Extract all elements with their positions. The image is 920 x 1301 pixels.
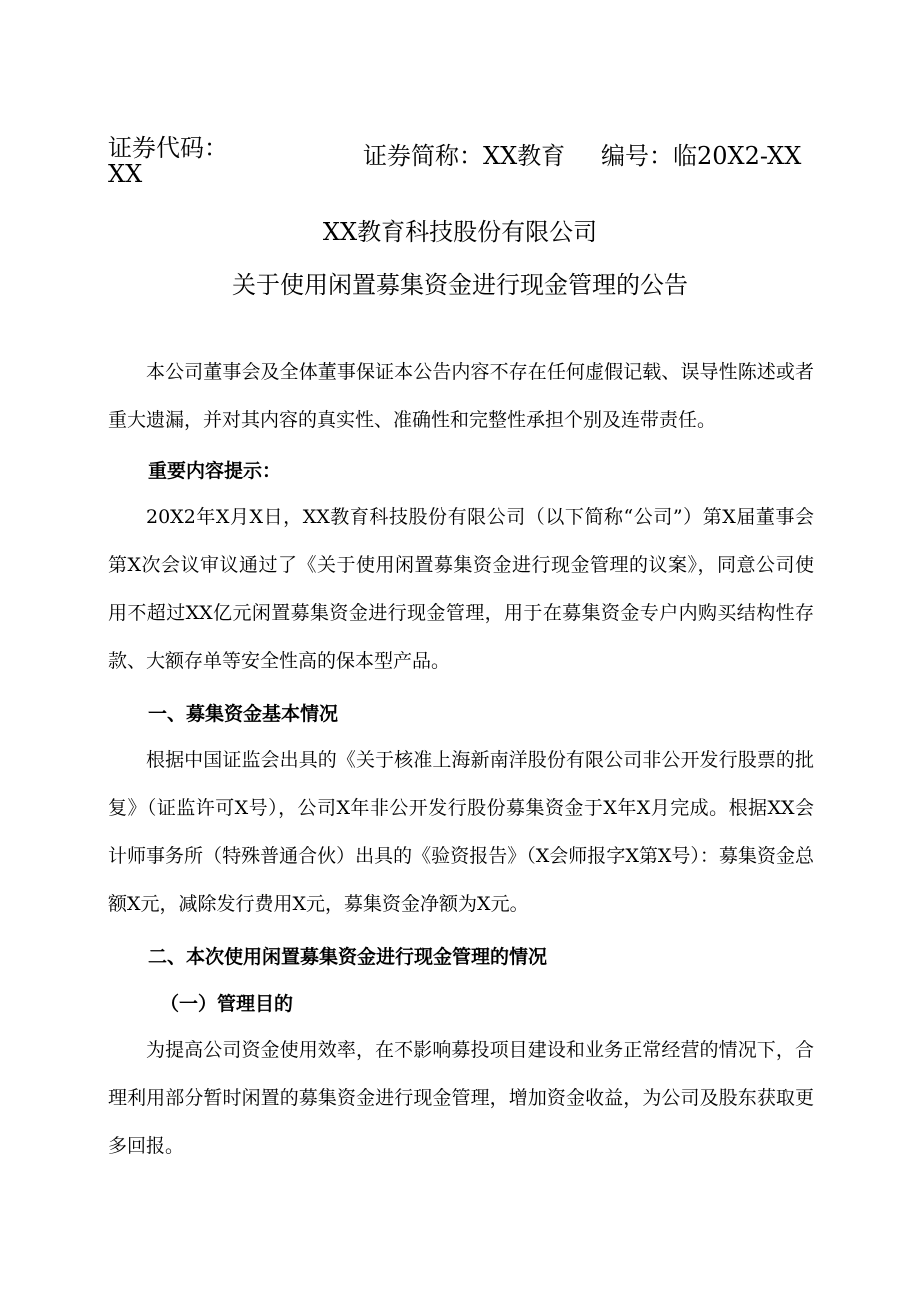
section2-sub1-heading: （一）管理目的 [160, 993, 294, 1015]
security-code-value: XX [108, 160, 143, 188]
section2-sub1-text: 为提高公司资金使用效率，在不影响募投项目建设和业务正常经营的情况下，合理利用部分暂时闲置的募集资金进行现金管理，增加资金收益，为公司及股东获取更多回报。 [108, 1039, 814, 1157]
board-statement: 本公司董事会及全体董事保证本公告内容不存在任何虚假记载、误导性陈述或者重大遗漏，并对其内容的真实性、准确性和完整性承担个别及连带责任。 [108, 361, 814, 431]
section2-heading: 二、本次使用闲置募集资金进行现金管理的情况 [148, 946, 548, 968]
highlights-heading: 重要内容提示： [148, 460, 282, 482]
security-short-name: 证券简称：XX教育 [363, 142, 566, 170]
document-header [108, 128, 808, 192]
announcement-title: 关于使用闲置募集资金进行现金管理的公告 [232, 271, 688, 299]
section1-heading: 一、募集资金基本情况 [148, 703, 339, 725]
announcement-number: 编号：临20X2-XX [601, 142, 802, 170]
highlights-text: 20X2年X月X日，XX教育科技股份有限公司（以下简称“公司”）第X届董事会第X次会议审议通过了《关于使用闲置募集资金进行现金管理的议案》，同意公司使用不超过XX亿元闲置募集资金进行现金管理，用于在募集资金专户内购买结构性存款、大额存单等安全性高的保本型产品。 [108, 506, 814, 672]
security-code-label: 证券代码： [108, 134, 228, 162]
section1-text: 根据中国证监会出具的《关于核准上海新南洋股份有限公司非公开发行股票的批复》（证监许可X号），公司X年非公开发行股份募集资金于X年X月完成。根据XX会计师事务所（特殊普通合伙）出具的《验资报告》（X会师报字X第X号）：募集资金总额X元，减除发行费用X元，募集资金净额为X元。 [108, 749, 814, 915]
company-title: XX教育科技股份有限公司 [322, 218, 598, 246]
